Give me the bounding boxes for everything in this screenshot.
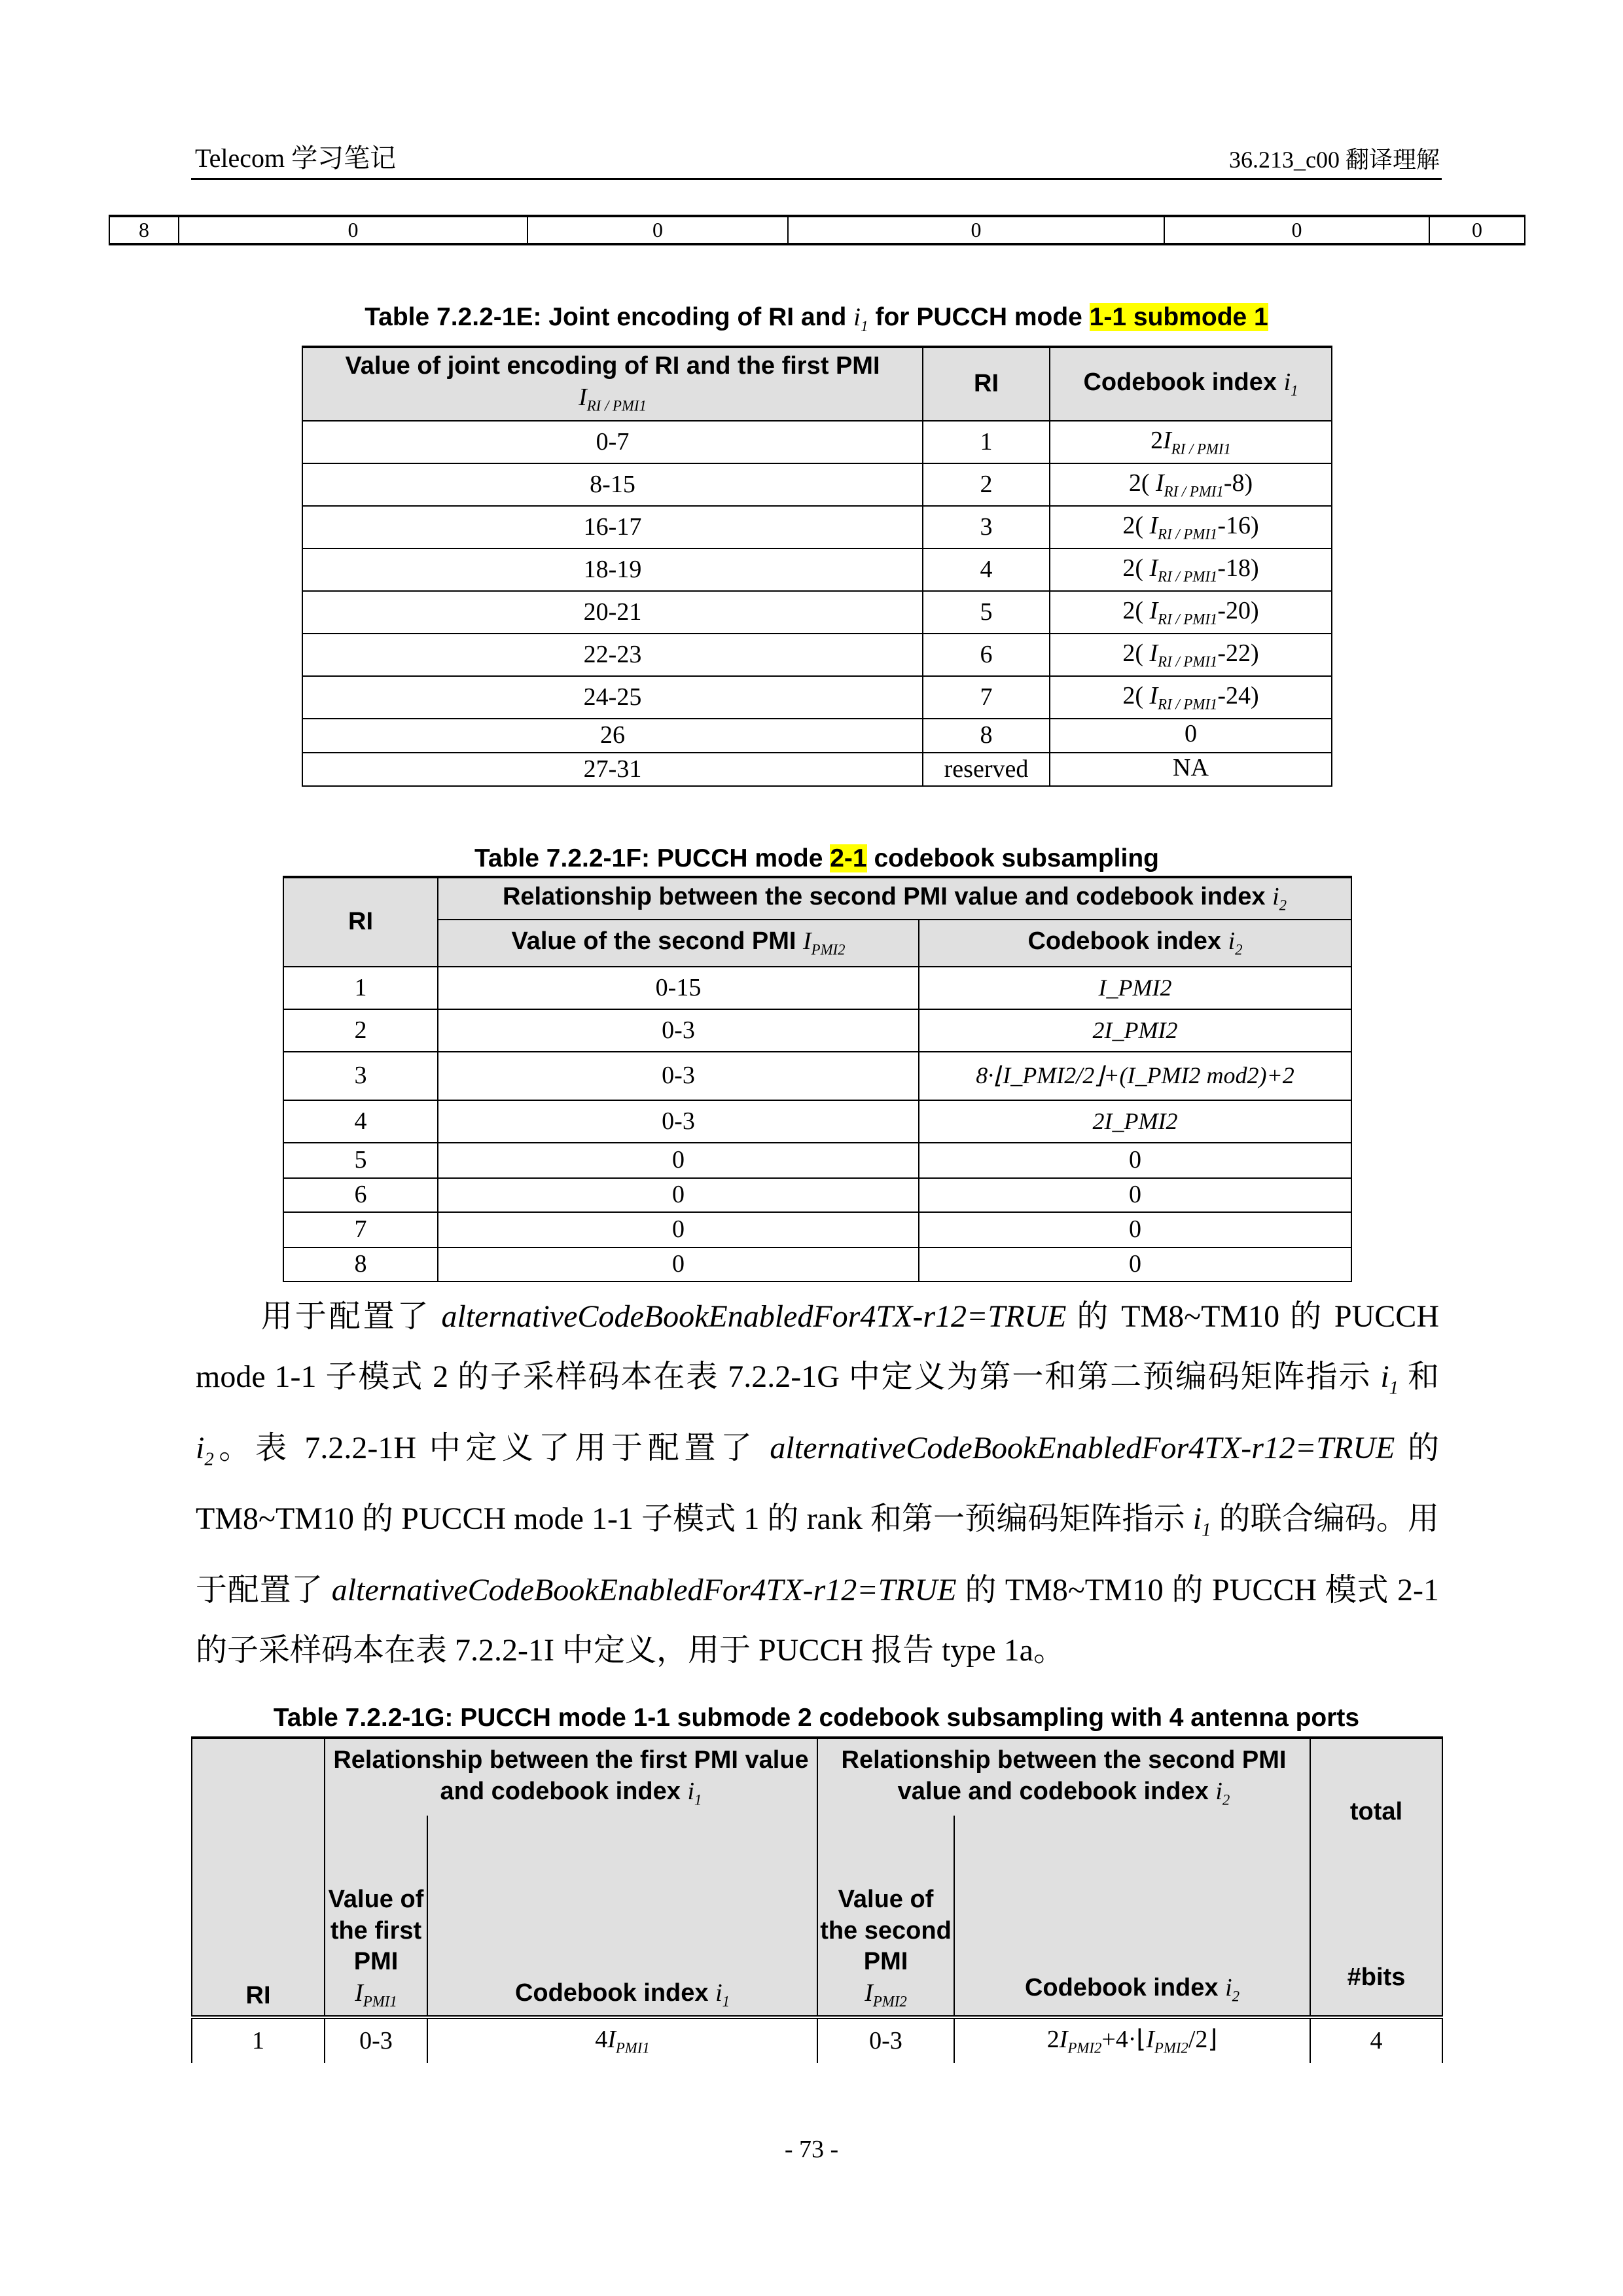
formula-sub: RI / PMI1 [1158, 526, 1218, 543]
formula: $2I_{PMI2}+4\cdot⌊I_{PMI2}/2⌋$ [1046, 2025, 1218, 2056]
cell-value: 0-3 [438, 1052, 919, 1100]
formula-part: 2( [1122, 639, 1150, 667]
table-e-caption [302, 302, 1331, 336]
cell-ri: 4 [283, 1100, 438, 1143]
cell-value: 27-31 [302, 753, 923, 786]
text: 的 TM8~TM10 的 PUCCH mode 1-1 子模式 2 的子采样码本在表 7.2.2-1G 中定义为第一和第二预编码矩阵指示 [196, 1299, 1439, 1394]
table-row [302, 548, 1332, 591]
cell-value: 20-21 [302, 591, 923, 634]
formula-var: I [1149, 639, 1158, 667]
cell-codebook-index [1050, 676, 1332, 719]
formula-part: -18) [1217, 554, 1259, 582]
table-row [302, 463, 1332, 506]
header-text: Value of joint encoding of RI and the first PMI [345, 352, 880, 380]
header-text: Value of the second PMI [820, 1886, 952, 1976]
body-paragraph [196, 1287, 1439, 1681]
header-text: #bits [1347, 1963, 1406, 1991]
col-header-second-pmi [438, 920, 919, 967]
table-row [302, 676, 1332, 719]
formula: 0 [1129, 1250, 1141, 1278]
cell-codebook-index [1050, 634, 1332, 676]
var: i [1380, 1359, 1389, 1394]
text: 的联合编码。用于配置了 [196, 1501, 1439, 1607]
col-header-ri: RI [283, 877, 438, 967]
formula-var: I [1149, 681, 1158, 709]
sub: 2 [204, 1448, 214, 1470]
cell-ri: 5 [923, 591, 1050, 634]
caption-text: codebook subsampling [866, 844, 1159, 872]
cell-value: 0-3 [438, 1009, 919, 1052]
formula: 0 [1129, 1146, 1141, 1174]
table-row [283, 1247, 1351, 1282]
cell-ri: 6 [923, 634, 1050, 676]
header-var: i [1215, 1777, 1222, 1805]
table-row [302, 506, 1332, 548]
cell-second-pmi-value: 0-3 [817, 2017, 954, 2063]
col-header-codebook-index [919, 920, 1351, 967]
text: 用于配置了 [259, 1299, 442, 1334]
formula-part: 2( [1122, 596, 1150, 624]
formula-part: -22) [1217, 639, 1259, 667]
header-var: i [1283, 368, 1291, 397]
cell-ri: 1 [283, 967, 438, 1009]
header-rule [191, 178, 1442, 180]
table-f-caption [283, 844, 1351, 873]
cell-ri: 5 [283, 1143, 438, 1178]
caption-highlight: 1-1 submode 1 [1089, 303, 1268, 331]
header-text: Relationship between the first PMI value and codebook index [333, 1746, 809, 1805]
table-row [283, 1052, 1351, 1100]
table-row [302, 421, 1332, 463]
cell-value: 0-7 [302, 421, 923, 463]
header-var: i [1225, 1973, 1232, 2001]
cell-value: 0-3 [438, 1100, 919, 1143]
group-header-first-pmi [325, 1738, 817, 1816]
col-header-codebook-index-1 [427, 1816, 817, 2017]
header-var: I [802, 927, 812, 956]
header-text: total [1349, 1798, 1403, 1825]
table-header-row [302, 347, 1332, 421]
cell-ri: 6 [283, 1178, 438, 1212]
caption-var: i [853, 303, 861, 331]
cell: 8 [109, 216, 179, 244]
formula: 2I_PMI2 [1092, 1016, 1178, 1043]
formula-part: -8) [1223, 469, 1253, 497]
sub: 1 [1389, 1377, 1399, 1399]
formula-var: I [1156, 469, 1164, 497]
caption-text: for PUCCH mode [868, 303, 1090, 331]
param-name: alternativeCodeBookEnabledFor4TX-r12=TRUE [770, 1430, 1395, 1465]
cell-codebook-index [919, 1143, 1351, 1178]
table-row [302, 753, 1332, 786]
var: i [196, 1430, 205, 1465]
table-header-row [192, 1738, 1442, 1816]
table-g-caption: Table 7.2.2-1G: PUCCH mode 1-1 submode 2 codebook subsampling with 4 antenna ports [273, 1704, 1360, 1732]
top-row-table [109, 215, 1525, 245]
formula: I_PMI2 [1098, 974, 1172, 1001]
formula-sub: RI / PMI1 [1164, 483, 1224, 500]
cell-codebook-index [919, 967, 1351, 1009]
cell-codebook-index [919, 1100, 1351, 1143]
cell: 0 [179, 216, 527, 244]
cell-codebook-index-1 [427, 2017, 817, 2063]
text: 。表 7.2.2-1H 中定义了用于配置了 [213, 1430, 770, 1465]
col-header-second-pmi-value [817, 1816, 954, 2017]
cell-codebook-index [919, 1178, 1351, 1212]
formula-part: 2( [1122, 554, 1150, 582]
cell: 0 [527, 216, 788, 244]
formula-part: 2( [1122, 511, 1150, 539]
col-header-ri: RI [923, 347, 1050, 421]
table-row [283, 1143, 1351, 1178]
formula-part: 2 [1150, 426, 1164, 454]
table-row [192, 2017, 1442, 2063]
table-header-row [192, 1816, 1442, 2017]
table-row [283, 1009, 1351, 1052]
cell-value: 18-19 [302, 548, 923, 591]
caption-highlight: 2-1 [830, 844, 867, 872]
cell-codebook-index [919, 1247, 1351, 1282]
var: i [1192, 1501, 1202, 1537]
cell: 0 [788, 216, 1164, 244]
formula: 0 [1129, 1181, 1141, 1209]
header-sub: RI / PMI1 [586, 397, 647, 414]
header-sub: 2 [1222, 1791, 1230, 1808]
cell-value: 0 [438, 1178, 919, 1212]
table-row [283, 1212, 1351, 1247]
cell: 0 [1164, 216, 1429, 244]
col-header-first-pmi-value [325, 1816, 427, 2017]
header-text: Value of the first PMI [328, 1886, 424, 1976]
formula-var: I [1149, 554, 1158, 582]
table-row [109, 216, 1525, 244]
header-var: I [865, 1979, 873, 2007]
table-row [283, 1100, 1351, 1143]
table-f [283, 876, 1352, 1282]
col-header-ri: RI [192, 1738, 325, 2017]
cell-codebook-index [1050, 719, 1332, 753]
caption-sub: 1 [860, 317, 868, 335]
cell-codebook-index [919, 1212, 1351, 1247]
cell-total-bits: 4 [1310, 2017, 1442, 2063]
cell-codebook-index [1050, 591, 1332, 634]
cell: 0 [1429, 216, 1525, 244]
cell-codebook-index [919, 1009, 1351, 1052]
header-sub: PMI1 [363, 1993, 397, 2010]
cell-ri: 7 [283, 1212, 438, 1247]
cell-codebook-index [1050, 506, 1332, 548]
formula-part: 0 [1185, 720, 1197, 748]
cell-ri: 3 [923, 506, 1050, 548]
header-text: Codebook index [1024, 1973, 1219, 2001]
cell-codebook-index [1050, 421, 1332, 463]
table-row [283, 967, 1351, 1009]
col-header-codebook-index-2 [954, 1816, 1310, 2017]
table-e [302, 346, 1332, 787]
header-sub: 1 [1291, 383, 1298, 400]
formula-var: I [1149, 596, 1158, 624]
header-var: i [1272, 883, 1279, 911]
header-left: Telecom 学习笔记 [195, 143, 397, 173]
cell-value: 0 [438, 1143, 919, 1178]
header-var: I [355, 1979, 363, 2007]
cell-codebook-index [1050, 753, 1332, 786]
cell-first-pmi-value: 0-3 [325, 2017, 427, 2063]
header-var: i [1228, 927, 1236, 956]
table-header-row [283, 920, 1351, 967]
formula-part: -24) [1217, 681, 1259, 709]
header-text: Value of the second PMI [511, 927, 796, 956]
col-header-joint-encoding [302, 347, 923, 421]
header-var: i [687, 1777, 695, 1805]
cell-codebook-index-2 [954, 2017, 1310, 2063]
header-sub: PMI2 [811, 942, 846, 959]
cell-value: 16-17 [302, 506, 923, 548]
header-text: Relationship between the second PMI value and codebook index [841, 1746, 1287, 1805]
text: 的 TM8~TM10 的 PUCCH 模式 2-1 的子采样码本在表 7.2.2-1I 中定义，用于 PUCCH 报告 type 1a。 [196, 1572, 1439, 1668]
header-right: 36.213_c00 翻译理解 [1229, 147, 1440, 173]
table-row [283, 1178, 1351, 1212]
text: 和 [1399, 1359, 1439, 1394]
formula: 8·⌊I_PMI2/2⌋+(I_PMI2 mod2)+2 [976, 1062, 1294, 1089]
cell-value: 0 [438, 1247, 919, 1282]
cell-ri: reserved [923, 753, 1050, 786]
cell-ri: 1 [923, 421, 1050, 463]
group-header-second-pmi [817, 1738, 1310, 1816]
col-header-codebook-index [1050, 347, 1332, 421]
header-text: Relationship between the second PMI value and codebook index [502, 883, 1266, 911]
cell-value: 0 [438, 1212, 919, 1247]
cell-value: 0-15 [438, 967, 919, 1009]
formula-var: I [1149, 511, 1158, 539]
formula-sub: RI / PMI1 [1171, 440, 1231, 457]
header-sub: 1 [694, 1791, 702, 1808]
header-sub: 2 [1232, 1988, 1240, 2005]
header-sub: 2 [1235, 942, 1243, 959]
cell-value: 26 [302, 719, 923, 753]
cell-ri: 2 [283, 1009, 438, 1052]
header-text: Codebook index [514, 1979, 709, 2007]
caption-text: Table 7.2.2-1F: PUCCH mode [474, 844, 830, 872]
formula-sub: RI / PMI1 [1158, 568, 1218, 585]
formula-sub: RI / PMI1 [1158, 653, 1218, 670]
param-name: alternativeCodeBookEnabledFor4TX-r12=TRUE [331, 1572, 957, 1607]
formula: 2I_PMI2 [1092, 1107, 1178, 1134]
header-text: Codebook index [1027, 927, 1222, 956]
table-row [302, 719, 1332, 753]
formula-part: -16) [1217, 511, 1259, 539]
group-header [438, 877, 1351, 920]
header-var: I [579, 383, 587, 411]
formula-part: -20) [1217, 596, 1259, 624]
cell-value: 22-23 [302, 634, 923, 676]
sub: 1 [1202, 1519, 1211, 1541]
formula-part: 2( [1128, 469, 1156, 497]
caption-text: Table 7.2.2-1E: Joint encoding of RI and [365, 303, 854, 331]
table-row [302, 634, 1332, 676]
cell-ri: 4 [923, 548, 1050, 591]
cell-codebook-index [919, 1052, 1351, 1100]
text: 的 TM8~TM10 的 PUCCH mode 1-1 子模式 1 的 rank 和第一预编码矩阵指示 [196, 1430, 1439, 1537]
formula: $4I_{PMI1}$ [595, 2025, 650, 2056]
table-header-row [283, 877, 1351, 920]
cell-value: 8-15 [302, 463, 923, 506]
table-g [191, 1736, 1443, 2063]
formula-var: I [1163, 426, 1171, 454]
formula-sub: RI / PMI1 [1158, 696, 1218, 713]
header-sub: PMI2 [872, 1993, 907, 2010]
cell-ri: 3 [283, 1052, 438, 1100]
header-var: i [715, 1979, 722, 2007]
formula: 0 [1129, 1215, 1141, 1244]
table-row [302, 591, 1332, 634]
cell-codebook-index [1050, 463, 1332, 506]
formula-part: NA [1173, 753, 1209, 781]
param-name: alternativeCodeBookEnabledFor4TX-r12=TRUE [441, 1299, 1067, 1334]
cell-ri: 7 [923, 676, 1050, 719]
formula-sub: RI / PMI1 [1158, 611, 1218, 628]
header-sub: 2 [1279, 897, 1287, 914]
cell-ri: 8 [283, 1247, 438, 1282]
cell-ri: 1 [192, 2017, 325, 2063]
cell-codebook-index [1050, 548, 1332, 591]
header-sub: 1 [722, 1993, 730, 2010]
formula-part: 2( [1122, 681, 1150, 709]
cell-value: 24-25 [302, 676, 923, 719]
cell-ri: 8 [923, 719, 1050, 753]
cell-ri: 2 [923, 463, 1050, 506]
page-number: - 73 - [784, 2136, 839, 2163]
header-text: Codebook index [1083, 368, 1277, 397]
col-header-total-bits [1310, 1738, 1442, 2017]
